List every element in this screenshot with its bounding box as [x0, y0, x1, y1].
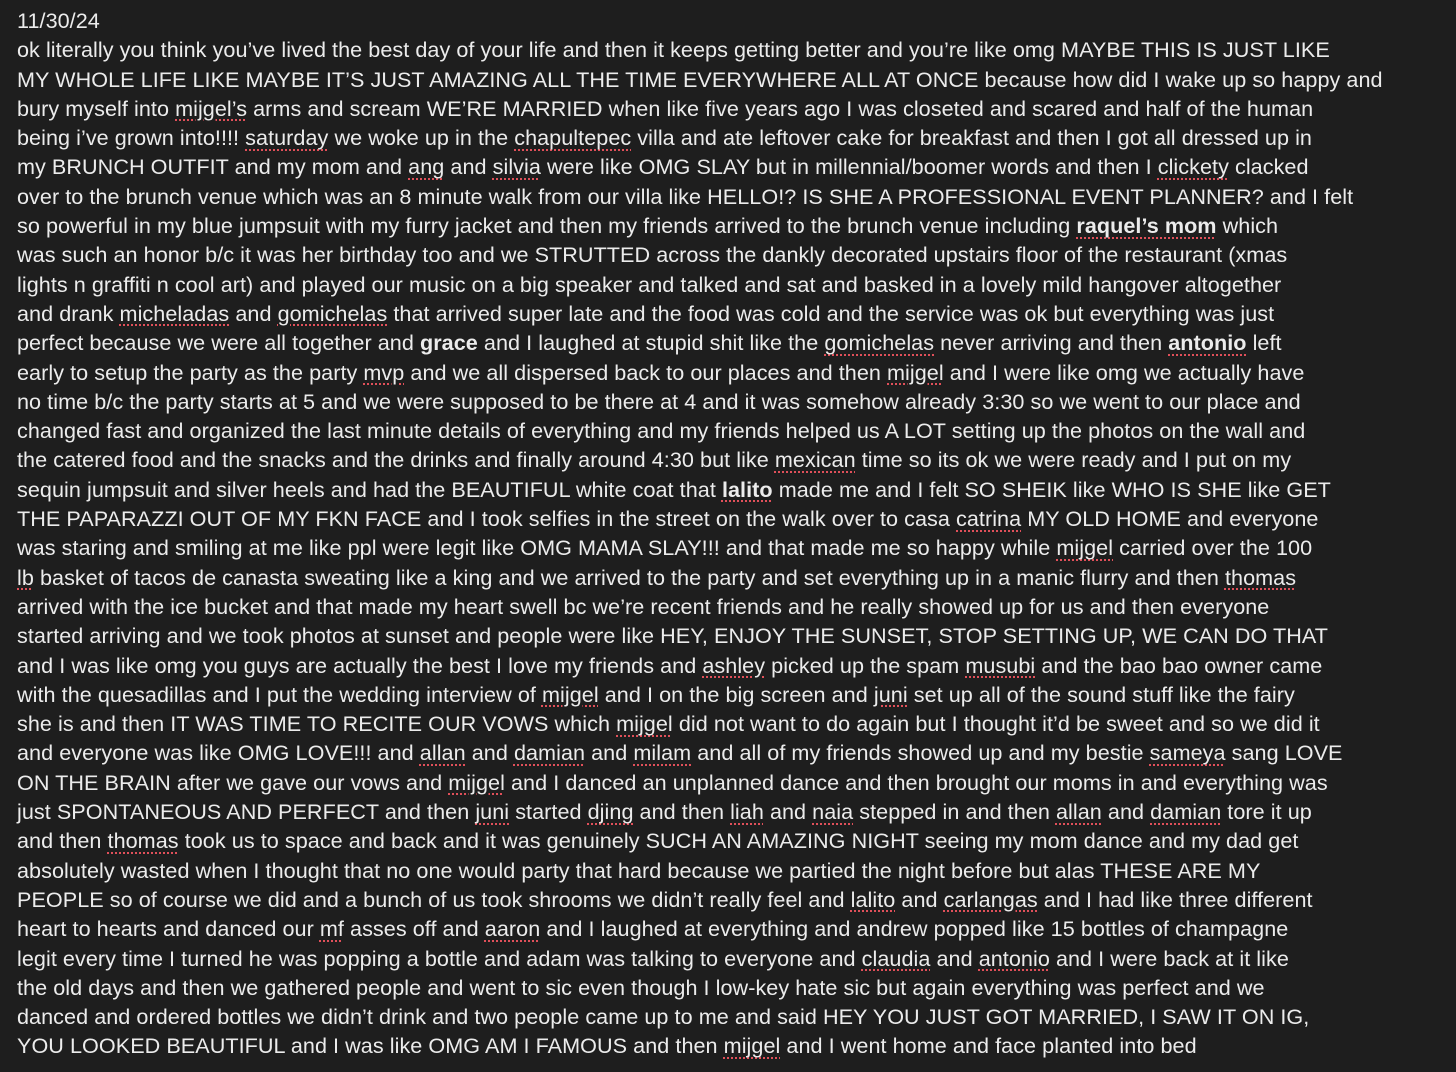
note-line: [17, 826, 1449, 855]
misspelled-word: antonio: [1168, 330, 1247, 356]
misspelled-word: juni: [873, 681, 908, 707]
text-run: arms and scream WE’RE MARRIED when like five years ago I was closeted and scared and half of the human: [247, 95, 1314, 121]
text-run: and: [1101, 799, 1151, 825]
note-line: [17, 856, 1449, 885]
note-line: [17, 182, 1449, 211]
misspelled-word: ang: [408, 154, 445, 180]
text-run: and I went home and face planted into bed: [780, 1033, 1197, 1059]
misspelled-word: naia: [812, 799, 854, 825]
note-line: [17, 387, 1449, 416]
text-run: and I laughed at stupid shit like the: [477, 330, 825, 356]
misspelled-word: thomas: [107, 828, 179, 854]
misspelled-word: mf: [319, 916, 344, 942]
misspelled-word: mijgel: [448, 769, 505, 795]
text-run: and all of my friends showed up and my bestie: [691, 740, 1150, 766]
misspelled-word: milam: [633, 740, 692, 766]
text-run: early to setup the party as the party: [17, 359, 364, 385]
text-run: perfect because we were all together and: [17, 330, 420, 356]
text-run: asses off and: [343, 916, 485, 942]
note-line: [17, 1031, 1449, 1060]
misspelled-word: catrina: [956, 506, 1022, 532]
misspelled-word: carlangas: [943, 886, 1038, 912]
text-run: and then: [17, 828, 108, 854]
text-run: and I had like three different: [1037, 886, 1313, 912]
text-run: and: [930, 945, 979, 971]
misspelled-word: lalito: [850, 886, 896, 912]
text-run: and I were like omg we actually have: [943, 359, 1305, 385]
text-run: made me and I felt SO SHEIK like WHO IS SHE like GET: [772, 476, 1331, 502]
note-line: [17, 504, 1449, 533]
note-line: [17, 651, 1449, 680]
misspelled-word: mvp: [363, 359, 405, 385]
misspelled-word: mexican: [774, 447, 856, 473]
text-run: started: [509, 799, 588, 825]
note-line: [17, 445, 1449, 474]
misspelled-word: aaron: [484, 916, 541, 942]
text-run: ok literally you think you’ve lived the best day of your life and then it keeps getting better and you’re like omg MAYBE THIS IS JUST LIKE: [17, 37, 1330, 63]
text-run: and I laughed at everything and andrew popped like 15 bottles of champagne: [540, 916, 1289, 942]
text-run: YOU LOOKED BEAUTIFUL and I was like OMG AM I FAMOUS and then: [17, 1033, 724, 1059]
text-run: bury myself into: [17, 95, 176, 121]
text-run: lights n graffiti n cool art) and played our music on a big speaker and talked and sat and basked in a lovely mild hangover altogether: [17, 271, 1282, 297]
misspelled-word: saturday: [245, 125, 329, 151]
note-line: [17, 738, 1449, 767]
note-line: [17, 328, 1449, 357]
misspelled-word: djing: [587, 799, 634, 825]
misspelled-word: mijgel: [723, 1033, 781, 1059]
text-run: so powerful in my blue jumpsuit with my furry jacket and then my friends arrived to the brunch venue including: [17, 213, 1077, 239]
note-line: [17, 270, 1449, 299]
misspelled-word: musubi: [965, 652, 1036, 678]
text-run: sang LOVE: [1225, 740, 1343, 766]
text-run: ON THE BRAIN after we gave our vows and: [17, 769, 449, 795]
misspelled-word: gomichelas: [277, 300, 388, 326]
text-run: that arrived super late and the food was cold and the service was ok but everything was just: [387, 300, 1275, 326]
text-run: and then: [633, 799, 731, 825]
note-line: [17, 299, 1449, 328]
text-run: with the quesadillas and I put the wedding interview of: [17, 681, 542, 707]
text-run: arrived with the ice bucket and that made my heart swell bc we’re recent friends and he really showed up for us and then everyone: [17, 593, 1270, 619]
text-run: never arriving and then: [934, 330, 1169, 356]
text-run: basket of tacos de canasta sweating like a king and we arrived to the party and set everything up in a manic flurry and then: [33, 564, 1225, 590]
misspelled-word: micheladas: [119, 300, 230, 326]
text-run: being i’ve grown into!!!!: [17, 125, 246, 151]
text-run: and: [229, 300, 278, 326]
text-run: sequin jumpsuit and silver heels and had the BEAUTIFUL white coat that: [17, 476, 722, 502]
text-run: danced and ordered bottles we didn’t drink and two people came up to me and said HEY YOU JUST GOT MARRIED, I SAW IT ON IG,: [17, 1004, 1310, 1030]
misspelled-word: lb: [17, 564, 34, 590]
note-line: [17, 94, 1449, 123]
text-run: changed fast and organized the last minute details of everything and my friends helped us A LOT setting up the photos on the wall and: [17, 418, 1306, 444]
text-run: no time b/c the party starts at 5 and we were supposed to be there at 4 and it was somehow already 3:30 so we went to our place and: [17, 388, 1301, 414]
text-run: PEOPLE so of course we did and a bunch of us took shrooms we didn’t really feel and: [17, 886, 851, 912]
text-run: was staring and smiling at me like ppl were legit like OMG MAMA SLAY!!! and that made me so happy while: [17, 535, 1057, 561]
note-line: [17, 211, 1449, 240]
text-run: my BRUNCH OUTFIT and my mom and: [17, 154, 409, 180]
text-run: took us to space and back and it was genuinely SUCH AN AMAZING NIGHT seeing my mom dance and my dad get: [178, 828, 1299, 854]
text-run: left: [1246, 330, 1282, 356]
note-line: [17, 563, 1449, 592]
note-line: [17, 358, 1449, 387]
misspelled-word: chapultepec: [514, 125, 632, 151]
misspelled-word: lalito: [721, 476, 773, 502]
misspelled-word: damian: [513, 740, 586, 766]
text-run: and the bao bao owner came: [1035, 652, 1323, 678]
text-run: the catered food and the snacks and the drinks and finally around 4:30 but like: [17, 447, 775, 473]
misspelled-word: allan: [419, 740, 466, 766]
text-run: just SPONTANEOUS AND PERFECT and then: [17, 799, 476, 825]
text-run: set up all of the sound stuff like the fairy: [907, 681, 1295, 707]
misspelled-word: allan: [1055, 799, 1102, 825]
misspelled-word: mijgel’s: [175, 95, 248, 121]
misspelled-word: clickety: [1157, 154, 1229, 180]
text-run: the old days and then we gathered people and went to sic even though I low-key hate sic but again everything was perfect and we: [17, 974, 1265, 1000]
text-run: absolutely wasted when I thought that no one would party that hard because we partied the night before but alas THESE ARE MY: [17, 857, 1261, 883]
misspelled-word: mijgel: [1056, 535, 1114, 561]
text-run: tore it up: [1221, 799, 1312, 825]
note-date: 11/30/24: [17, 8, 100, 33]
text-run: THE PAPARAZZI OUT OF MY FKN FACE and I took selfies in the street on the walk over to casa: [17, 506, 957, 532]
note-line: [17, 914, 1449, 943]
text-run: over to the brunch venue which was an 8 minute walk from our villa like HELLO!? IS SHE A PROFESSIONAL EVENT PLANNER? and I felt: [17, 183, 1354, 209]
text-run: and: [895, 886, 944, 912]
note-line: [17, 475, 1449, 504]
misspelled-word: mijgel: [887, 359, 944, 385]
misspelled-word: liah: [730, 799, 764, 825]
misspelled-word: ashley: [702, 652, 766, 678]
text-run: and everyone was like OMG LOVE!!! and: [17, 740, 420, 766]
misspelled-word: sameya: [1149, 740, 1226, 766]
misspelled-word: thomas: [1224, 564, 1297, 590]
note-line: [17, 768, 1449, 797]
bold-text: grace: [419, 330, 478, 356]
text-run: we woke up in the: [328, 125, 515, 151]
text-run: time so its ok we were ready and I put on my: [855, 447, 1292, 473]
text-run: heart to hearts and danced our: [17, 916, 320, 942]
text-run: and I were back at it like: [1049, 945, 1289, 971]
text-run: MY WHOLE LIFE LIKE MAYBE IT’S JUST AMAZING ALL THE TIME EVERYWHERE ALL AT ONCE because how did I wake up so happy and: [17, 66, 1383, 92]
note-line: [17, 416, 1449, 445]
text-run: villa and ate leftover cake for breakfast and then I got all dressed up in: [631, 125, 1312, 151]
note-line: [17, 35, 1449, 64]
text-run: and: [465, 740, 514, 766]
misspelled-word: antonio: [978, 945, 1050, 971]
misspelled-word: claudia: [861, 945, 931, 971]
text-run: and drank: [17, 300, 120, 326]
misspelled-word: raquel’s mom: [1076, 213, 1217, 239]
note-line: [17, 65, 1449, 94]
note-line: [17, 592, 1449, 621]
note-line: [17, 533, 1449, 562]
misspelled-word: mijgel: [541, 681, 599, 707]
text-run: and we all dispersed back to our places and then: [404, 359, 888, 385]
misspelled-word: silvia: [492, 154, 541, 180]
text-run: was such an honor b/c it was her birthday too and we STRUTTED across the dankly decorated upstairs floor of the restaurant (xmas: [17, 242, 1288, 268]
note-line: [17, 797, 1449, 826]
misspelled-word: mijgel: [616, 711, 673, 737]
text-run: legit every time I turned he was popping a bottle and adam was talking to everyone and: [17, 945, 862, 971]
text-run: which: [1216, 213, 1279, 239]
text-run: clacked: [1228, 154, 1309, 180]
text-run: were like OMG SLAY but in millennial/boomer words and then I: [540, 154, 1158, 180]
text-run: and: [444, 154, 493, 180]
text-run: stepped in and then: [853, 799, 1056, 825]
note-editor[interactable]: [17, 6, 1449, 1061]
note-body[interactable]: [17, 35, 1449, 1060]
note-line: [17, 123, 1449, 152]
text-run: MY OLD HOME and everyone: [1021, 506, 1319, 532]
text-run: and I was like omg you guys are actually the best I love my friends and: [17, 652, 703, 678]
note-line: [17, 240, 1449, 269]
text-run: picked up the spam: [765, 652, 966, 678]
note-line: [17, 944, 1449, 973]
text-run: and I danced an unplanned dance and then brought our moms in and everything was: [504, 769, 1328, 795]
note-line: [17, 680, 1449, 709]
misspelled-word: damian: [1150, 799, 1222, 825]
misspelled-word: gomichelas: [824, 330, 935, 356]
text-run: and: [763, 799, 813, 825]
note-line: [17, 621, 1449, 650]
text-run: carried over the 100: [1113, 535, 1313, 561]
text-run: she is and then IT WAS TIME TO RECITE OUR VOWS which: [17, 711, 617, 737]
text-run: and: [585, 740, 634, 766]
note-line: [17, 709, 1449, 738]
note-line: [17, 1002, 1449, 1031]
text-run: started arriving and we took photos at sunset and people were like HEY, ENJOY THE SUNSET, STOP SETTING UP, WE CAN DO THAT: [17, 623, 1329, 649]
text-run: did not want to do again but I thought it’d be sweet and so we did it: [672, 711, 1320, 737]
note-line: [17, 885, 1449, 914]
misspelled-word: juni: [475, 799, 510, 825]
note-line: [17, 152, 1449, 181]
note-line: [17, 973, 1449, 1002]
text-run: and I on the big screen and: [598, 681, 874, 707]
